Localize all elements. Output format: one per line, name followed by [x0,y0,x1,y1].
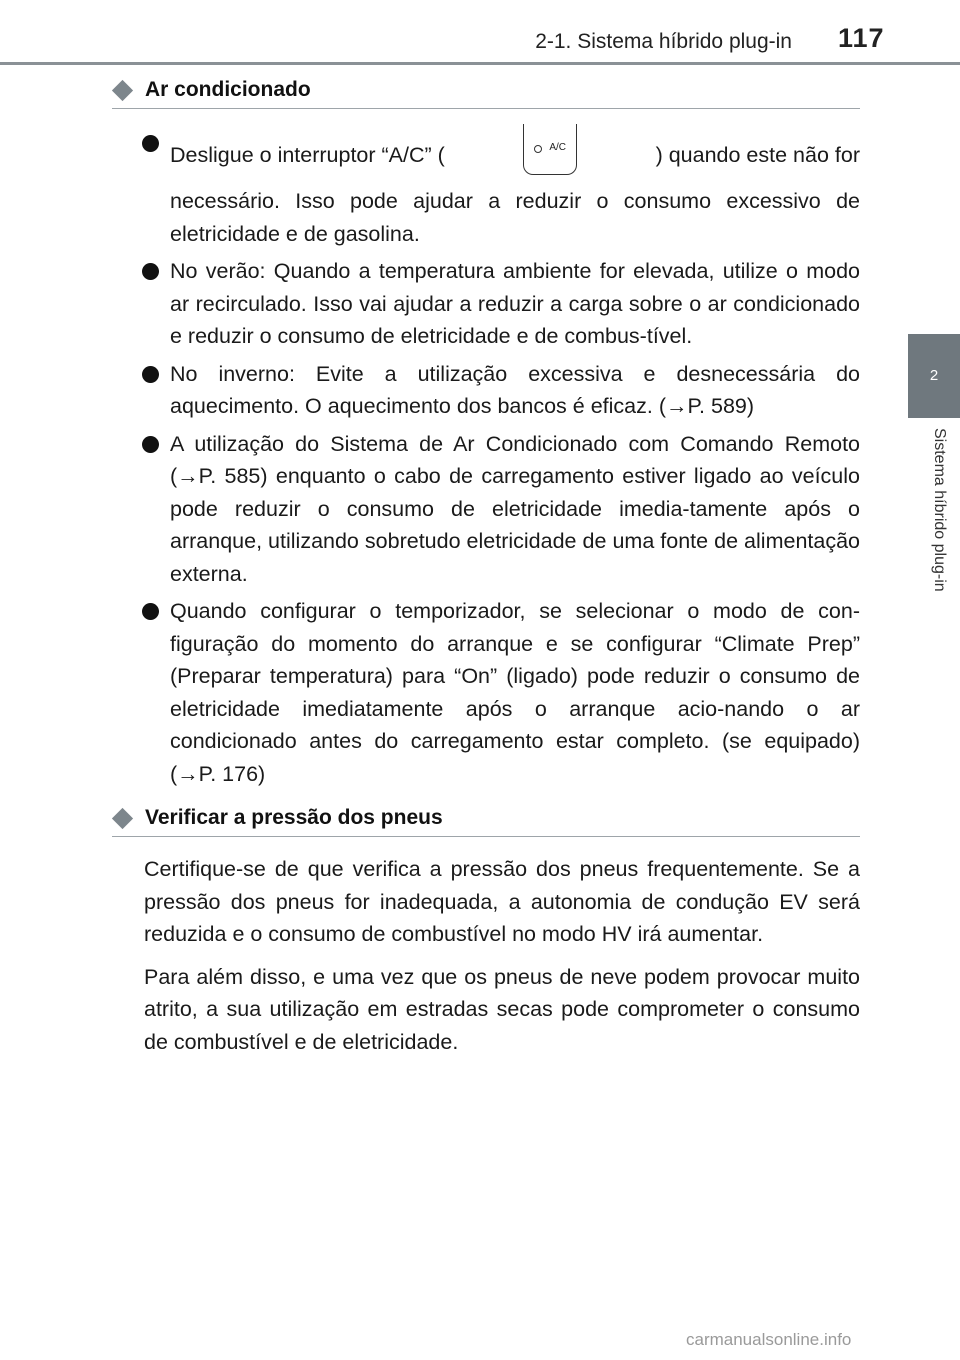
bullet-text: A utilização do Sistema de Ar Condicionado com Comando Remoto (→P. 585) enquanto o cabo de carregamento estiver ligado ao veículo pode reduzir o consumo de eletricidade imedia-tamente após o arranque, utilizando sobretudo eletricidade de uma fonte de alimentação externa. [170,431,860,586]
bullet-text: No inverno: Evite a utilização excessiva e desnecessária do aquecimento. O aquecimento dos bancos é eficaz. (→P. 589) [170,361,860,418]
diamond-bullet-icon [112,807,133,828]
chapter-tab-label: Sistema híbrido plug-in [931,428,948,592]
round-bullet-icon [142,135,159,152]
paragraph: Para além disso, e uma vez que os pneus de neve podem provocar muito atrito, a sua utilização em estradas secas pode comprometer o consumo de combustível e de eletricidade. [144,964,860,1054]
bullet-text-before: Desligue o interruptor “A/C” ( [170,142,445,167]
ac-switch-label: A/C [549,142,567,154]
bullet-text-continuation: necessário. Isso pode ajudar a reduzir o consumo excessivo de eletricidade e de gasolina. [170,189,860,246]
bullet-text: No verão: Quando a temperatura ambiente for elevada, utilize o modo ar recirculado. Isso vai ajudar a reduzir a carga sobre o ar condicionado e reduzir o consumo de eletricidade e de combus-tível. [170,259,860,348]
round-bullet-icon [142,366,159,383]
ac-tips-list [112,127,860,790]
tire-pressure-paragraphs [112,853,860,1058]
bullet-first-line [170,127,860,183]
header-divider [0,62,960,65]
header-section-title: 2-1. Sistema híbrido plug-in [535,30,792,53]
watermark: carmanualsonline.info [686,1330,852,1349]
list-item [112,255,860,353]
round-bullet-icon [142,263,159,280]
diamond-bullet-icon [112,79,133,100]
list-item [112,127,860,250]
page-number: 117 [838,23,885,53]
section-heading-tires [112,806,860,837]
list-item [112,428,860,591]
page-content [112,78,860,1068]
indicator-ring-icon [534,145,542,153]
paragraph: Certifique-se de que verifica a pressão dos pneus frequentemente. Se a pressão dos pneus for inadequada, a autonomia de condução EV será reduzida e o consumo de combustível no modo HV irá aumentar. [144,857,860,946]
list-item [112,595,860,790]
round-bullet-icon [142,603,159,620]
bullet-text-after: ) quando este não for [655,142,860,167]
chapter-tab: 2 [908,334,960,418]
bullet-text: Quando configurar o temporizador, se selecionar o modo de con-figuração do momento do arranque e se configurar “Climate Prep” (Preparar temperatura) para “On” (ligado) pode reduzir o consumo de eletricidade imediatamente após o arranque acio-nando o ar condicionado antes do carregamento estar completo. (se equipado) (→P. 176) [170,599,860,786]
section-heading-ac [112,78,860,109]
section-heading-text: Verificar a pressão dos pneus [145,806,443,829]
section-heading-text: Ar condicionado [145,78,311,101]
round-bullet-icon [142,436,159,453]
ac-switch-icon [523,124,577,175]
list-item [112,358,860,423]
